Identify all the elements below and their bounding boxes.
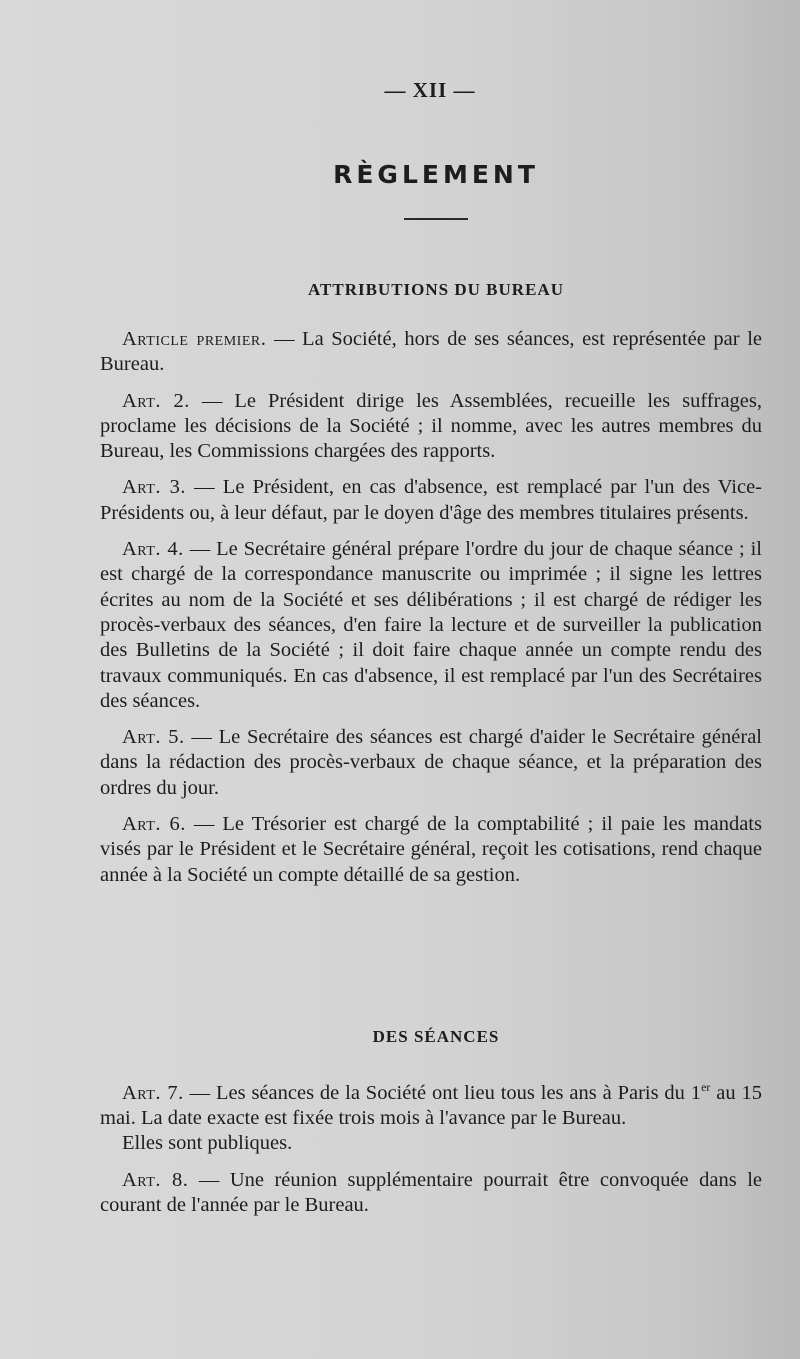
section-heading-seances: DES SÉANCES <box>372 1027 500 1046</box>
article-label: Art. 8. <box>122 1168 189 1191</box>
page-number: — XII — <box>384 78 476 102</box>
article-label: Art. 6. <box>122 813 186 836</box>
article-1 <box>100 327 762 378</box>
article-label: Art. 2. <box>122 389 190 412</box>
article-4 <box>100 537 762 714</box>
article-label: Art. 4. <box>122 538 184 561</box>
article-text: — Les séances de la Société ont lieu tous les ans à Paris du 1 <box>183 1081 702 1104</box>
article-text: — Le Président, en cas d'absence, est remplacé par l'un des Vice-Présidents ou, à leur défaut, par le doyen d'âge des membres titulaires présents. <box>100 476 762 524</box>
article-label: Art. 3. <box>122 476 187 499</box>
title-rule <box>404 218 468 220</box>
article-6 <box>100 812 762 888</box>
articles-bureau <box>100 327 762 888</box>
article-text: — Le Trésorier est chargé de la comptabilité ; il paie les mandats visés par le Président et le Secrétaire général, reçoit les cotisations, rend chaque année à la Société un compte détaillé de sa gestion. <box>100 813 762 886</box>
article-2 <box>100 389 762 465</box>
article-text: — Le Président dirige les Assemblées, recueille les suffrages, proclame les décisions de la Société ; il nomme, avec les autres membres du Bureau, les Commissions chargées des rapports. <box>100 389 762 463</box>
article-label: Art. 7. <box>122 1081 184 1104</box>
article-text: — La Société, hors de ses séances, est représentée par le Bureau. <box>100 328 762 376</box>
article-7-extra: Elles sont publiques. <box>122 1132 293 1155</box>
article-text: — Une réunion supplémentaire pourrait être convoquée dans le courant de l'année par le Bureau. <box>100 1168 762 1217</box>
article-label: Art. 5. <box>122 726 185 749</box>
section-heading-bureau: ATTRIBUTIONS DU BUREAU <box>308 280 564 299</box>
article-7 <box>100 1075 762 1131</box>
article-text: — Le Secrétaire général prépare l'ordre du jour de chaque séance ; il est chargé de la correspondance manuscrite ou imprimée ; il signe les lettres écrites au nom de la Société et ses délibérations ; il est chargé de rédiger les procès-verbaux des séances, d'en faire la lecture et de surveiller la publication des Bulletins de la Société ; il doit faire chaque année un compte rendu des travaux communiqués. En cas d'absence, il est remplacé par l'un des Secrétaires des séances. <box>100 538 762 712</box>
article-3 <box>100 475 762 526</box>
ordinal-suffix: er <box>701 1080 711 1094</box>
article-label: Article premier. <box>122 328 267 350</box>
article-text: — Le Secrétaire des séances est chargé d'aider le Secrétaire général dans la rédaction des procès-verbaux de chaque séance, et la préparation des ordres du jour. <box>100 726 762 799</box>
articles-seances <box>100 1075 762 1218</box>
article-text-cont: au 15 mai. La date exacte est fixée trois mois à l'avance par le Bureau. <box>100 1081 762 1130</box>
article-8 <box>100 1168 762 1219</box>
article-5 <box>100 725 762 801</box>
page-title: RÈGLEMENT <box>333 160 539 189</box>
